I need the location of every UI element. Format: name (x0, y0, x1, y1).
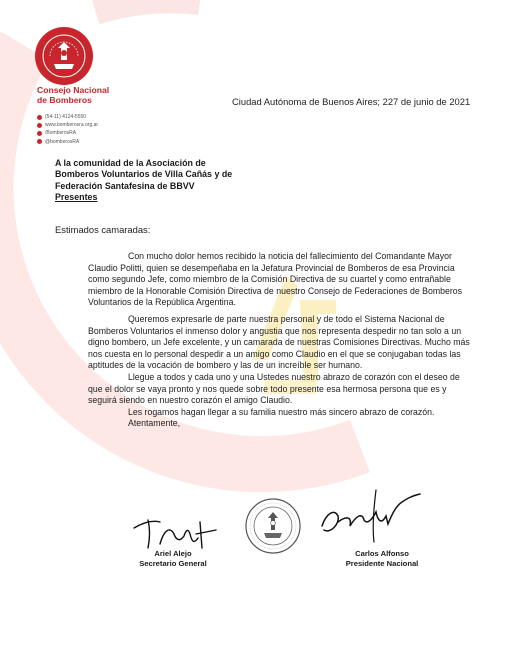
contact-instagram (37, 138, 157, 146)
letter-body (88, 251, 472, 430)
organization-name-line2: de Bomberos (37, 94, 92, 105)
contact-list (37, 113, 157, 146)
recipient-presentes: Presentes (55, 192, 98, 203)
consejo-nacional-logo (34, 26, 94, 86)
closing: Atentamente, (128, 418, 181, 429)
organization-name-line1: Consejo Nacional (37, 85, 110, 95)
contact-website-text: www.bomberosra.org.ar (45, 122, 99, 129)
official-seal (244, 497, 302, 555)
recipient-line2: Bomberos Voluntarios de Villa Cañás y de (55, 169, 233, 180)
instagram-icon (37, 139, 42, 144)
body-paragraph: Llegue a todos y cada uno y una Ustedes nuestro abrazo de corazón con el deseo de que el dolor se vaya pronto y nos quede sobre todo presente esa hermosa persona que es y seguirá siendo en nuestro corazón el amigo Claudio. (88, 371, 460, 406)
recipient-line1: A la comunidad de la Asociación de (55, 158, 206, 168)
organization-name (37, 86, 157, 105)
contact-twitter (37, 129, 157, 137)
signer-left-name: Ariel Alejo (154, 549, 192, 558)
signature-left (130, 508, 220, 550)
signer-right-role: Presidente Nacional (345, 558, 419, 568)
signer-right (322, 549, 442, 568)
contact-phone (37, 113, 157, 121)
contact-phone-text: (54-11) 4124-5550 (45, 114, 87, 121)
letter-date: Ciudad Autónoma de Buenos Aires; 227 de junio de 2021 (232, 96, 471, 107)
signer-left (118, 549, 228, 568)
signer-right-name: Carlos Alfonso (355, 549, 409, 558)
body-paragraph: Les rogamos hagan llegar a su familia nuestro más sincero abrazo de corazón. (128, 406, 435, 417)
recipient-block (55, 158, 315, 204)
phone-icon (37, 115, 42, 120)
web-icon (37, 123, 42, 128)
greeting: Estimados camaradas: (55, 224, 151, 235)
contact-twitter-text: /BomberosRA (45, 130, 77, 137)
signer-left-role: Secretario General (139, 558, 207, 568)
contact-instagram-text: @bomberosRA (45, 138, 80, 145)
twitter-icon (37, 131, 42, 136)
contact-website (37, 121, 157, 129)
body-paragraph: Queremos expresarle de parte nuestra personal y de todo el Sistema Nacional de Bomberos Voluntarios el inmenso dolor y angustia que nos representa despedir no tan solo a un digno bombero, un Jefe excelente, y un camarada de nuestras Comisiones Directivas. Mucho más nos cuesta en lo personal despedir a un amigo como Claudio en el que se conjugaban todas las aptitudes de la vocación de bombero y las de un increíble ser humano. (88, 313, 470, 371)
body-paragraph: Con mucho dolor hemos recibido la noticia del fallecimiento del Comandante Mayor Claudio Politti, quien se desempeñaba en la Jefatura Provincial de Bomberos de esa Provincia como segundo Jefe, como miembro de la Comisión Directiva de su cuartel y como entrañable miembro de la Honorable Comisión Directiva de nuestro Consejo de Federaciones de Bomberos Voluntarios de la República Argentina. (88, 251, 463, 308)
recipient-line3: Federación Santafesina de BBVV (55, 180, 195, 191)
signature-right (316, 486, 432, 546)
